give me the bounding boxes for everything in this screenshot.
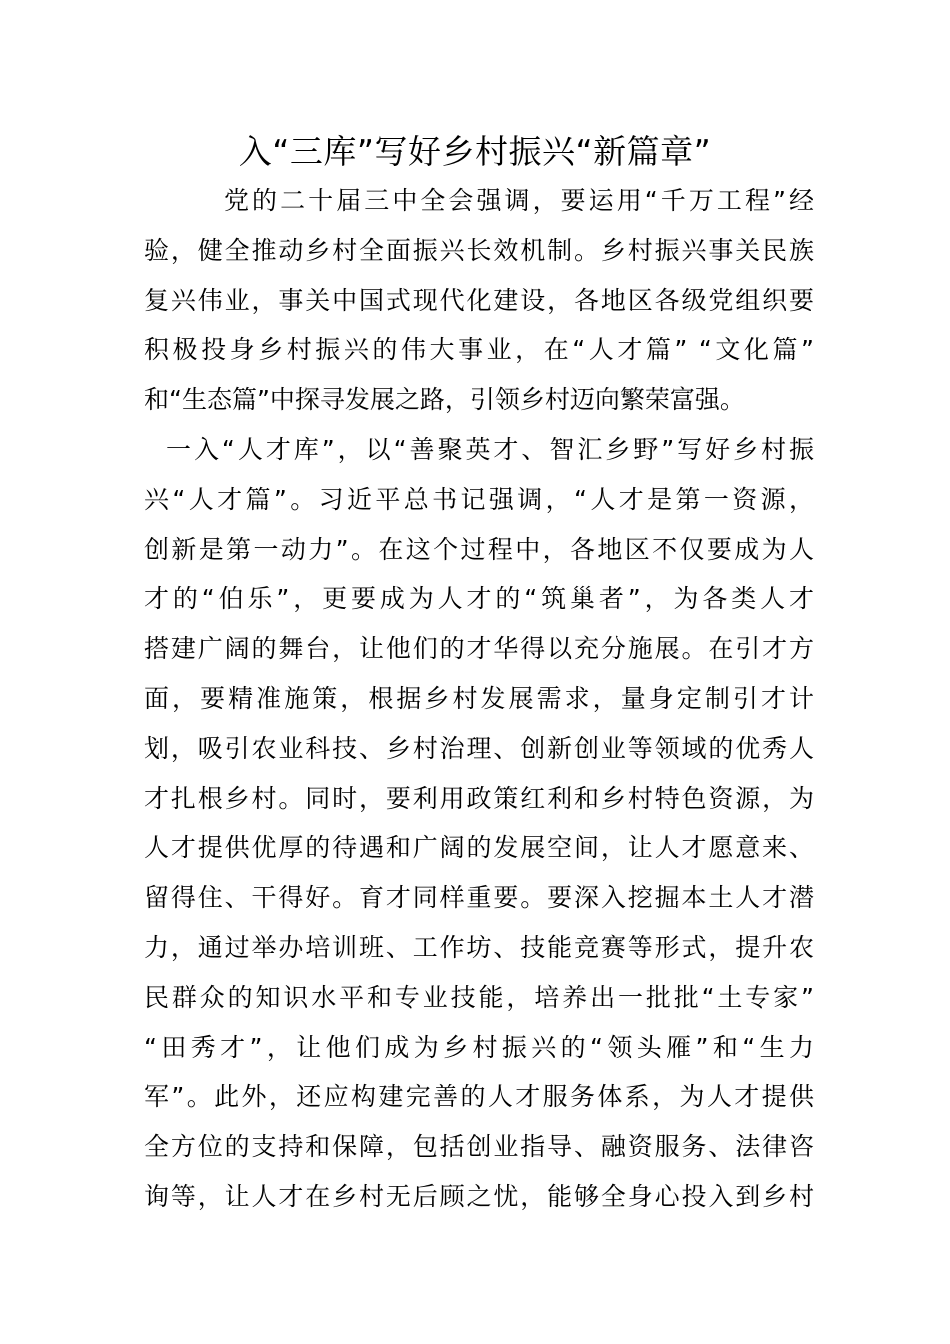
text-line: 才扎根乡村。同时，要利用政策红利和乡村特色资源，为 [144,783,814,813]
text-line: 兴“人才篇”。习近平总书记强调，“人才是第一资源， [144,484,814,514]
text-line: 民群众的知识水平和专业技能，培养出一批批“土专家” [144,982,814,1012]
text-line: “田秀才”，让他们成为乡村振兴的“领头雁”和“生力 [144,1032,814,1062]
text-line: 力，通过举办培训班、工作坊、技能竞赛等形式，提升农 [144,932,814,962]
text-line: 积极投身乡村振兴的伟大事业，在“人才篇” “文化篇” [144,335,814,365]
text-line: 询等，让人才在乡村无后顾之忧，能够全身心投入到乡村 [144,1181,814,1211]
text-line: 创新是第一动力”。在这个过程中，各地区不仅要成为人 [144,534,814,564]
text-line: 验，健全推动乡村全面振兴长效机制。乡村振兴事关民族 [144,235,814,265]
document-title: 入“三库”写好乡村振兴“新篇章” [238,132,712,171]
text-line: 才的“伯乐”，更要成为人才的“筑巢者”，为各类人才 [144,584,814,614]
text-line: 搭建广阔的舞台，让他们的才华得以充分施展。在引才方 [144,634,814,664]
text-line: 留得住、干得好。育才同样重要。要深入挖掘本土人才潜 [144,883,814,913]
text-line: 党的二十届三中全会强调，要运用“千万工程”经 [224,186,814,215]
text-line: 和“生态篇”中探寻发展之路，引领乡村迈向繁荣富强。 [144,385,745,415]
text-line: 军”。此外，还应构建完善的人才服务体系，为人才提供 [144,1082,814,1112]
text-line: 全方位的支持和保障，包括创业指导、融资服务、法律咨 [144,1132,814,1162]
text-line: 人才提供优厚的待遇和广阔的发展空间，让人才愿意来、 [144,833,814,863]
document-body [144,176,814,1222]
text-line: 划，吸引农业科技、乡村治理、创新创业等领域的优秀人 [144,733,814,763]
text-line: 一入“人才库”，以“善聚英才、智汇乡野”写好乡村振 [166,434,814,464]
text-line: 复兴伟业，事关中国式现代化建设，各地区各级党组织要 [144,285,814,315]
text-line: 面，要精准施策，根据乡村发展需求，量身定制引才计 [144,683,814,713]
